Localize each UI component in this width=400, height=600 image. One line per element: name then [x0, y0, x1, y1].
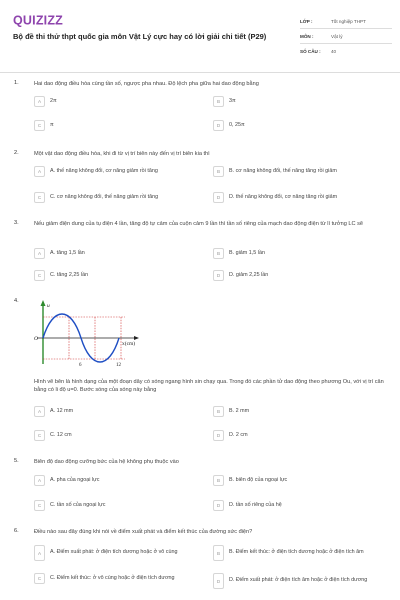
- question-6-text: Điều nào sau đây đúng khi nói về điểm xuất phát và điểm kết thúc của đường sức điện?: [34, 529, 253, 535]
- quizizz-logo: [13, 13, 63, 27]
- option-letter: B: [213, 248, 224, 259]
- option-letter: D: [213, 270, 224, 281]
- option-letter: A: [34, 545, 45, 561]
- meta-grade-value: Tốt nghiệp THPT: [331, 18, 366, 24]
- wave-diagram: [33, 298, 148, 368]
- question-4-option-a[interactable]: [34, 406, 73, 417]
- question-2-option-d[interactable]: [213, 192, 337, 203]
- question-5-number: 5.: [14, 458, 19, 464]
- option-text: A. Điểm xuất phát: ở điện tích dương hoặc ở vô cùng: [50, 549, 178, 556]
- meta-grade-label: LỚP :: [300, 18, 313, 24]
- question-5-option-a[interactable]: [34, 475, 99, 486]
- option-text: C. cơ năng không đổi, thế năng giảm rồi tăng: [50, 193, 159, 200]
- option-letter: A: [34, 166, 45, 177]
- question-6-option-c[interactable]: [34, 573, 210, 584]
- option-letter: C: [34, 500, 45, 511]
- option-letter: A: [34, 96, 45, 107]
- svg-text:QUIZIZZ: QUIZIZZ: [13, 13, 63, 27]
- x-axis-arrow: [134, 336, 139, 340]
- question-6-number: 6.: [14, 528, 19, 534]
- option-letter: A: [34, 475, 45, 486]
- question-5-option-b[interactable]: [213, 475, 287, 486]
- option-text: C. Điểm kết thúc: ở vô cùng hoặc ở điện tích dương: [50, 574, 175, 581]
- question-2-number: 2.: [14, 150, 19, 156]
- option-text: C. 12 cm: [50, 431, 72, 438]
- option-text: 0, 25π: [229, 121, 245, 128]
- question-2-text: Một vật dao động điều hòa, khi đi từ vị trí biên này đến vị trí biên kia thì: [34, 151, 210, 157]
- meta-subject-label: MÔN :: [300, 33, 314, 39]
- option-text: A. 12 mm: [50, 407, 74, 414]
- document-title: Bộ đề thi thử thpt quốc gia môn Vật Lý cực hay có lời giải chi tiết (P29): [13, 32, 267, 41]
- question-4-option-d[interactable]: [213, 430, 248, 441]
- meta-count-value: 40: [331, 49, 337, 54]
- question-3-option-d[interactable]: [213, 270, 268, 281]
- option-text: D. giảm 2,25 lần: [229, 271, 269, 278]
- question-6-option-d[interactable]: [213, 573, 389, 589]
- option-letter: D: [213, 120, 224, 131]
- option-letter: B: [213, 406, 224, 417]
- question-5-text: Biên độ dao động cưỡng bức của hệ không phụ thuộc vào: [34, 459, 179, 465]
- question-3-number: 3.: [14, 220, 19, 226]
- question-6-option-a[interactable]: [34, 545, 204, 561]
- option-text: 2π: [50, 97, 57, 104]
- option-letter: D: [213, 573, 224, 589]
- option-letter: B: [213, 545, 224, 561]
- option-letter: C: [34, 270, 45, 281]
- question-4-number: 4.: [14, 298, 19, 304]
- question-4-text: Hình vẽ bên là hình dạng của một đoạn dây có sóng ngang hình sin chạy qua. Trong đó các phần tử dao động theo phương Ou, với vị trí cân bằng có li độ u=0. Bước sóng của sóng này bằng: [34, 379, 384, 394]
- question-1-option-c[interactable]: [34, 120, 54, 131]
- option-text: A. tăng 1,5 lần: [50, 249, 85, 256]
- origin-label: O: [34, 336, 38, 342]
- question-3-option-b[interactable]: [213, 248, 265, 259]
- option-text: A. thế năng không đổi, cơ năng giảm rồi tăng: [50, 167, 158, 174]
- logo-wordmark: [13, 13, 63, 27]
- x-axis-label: x(cm): [122, 341, 136, 347]
- option-letter: B: [213, 166, 224, 177]
- question-1-option-d[interactable]: [213, 120, 245, 131]
- header-divider: [0, 72, 400, 73]
- option-letter: B: [213, 475, 224, 486]
- meta-grade-row: [300, 14, 392, 29]
- question-5-option-c[interactable]: [34, 500, 105, 511]
- option-text: B. Điểm kết thúc: ở điện tích dương hoặc ở điện tích âm: [229, 549, 364, 556]
- option-letter: D: [213, 500, 224, 511]
- option-text: C. tăng 2,25 lần: [50, 271, 89, 278]
- question-1-text: Hai dao động điều hòa cùng tần số, ngược pha nhau. Độ lệch pha giữa hai dao động bằng: [34, 81, 259, 87]
- question-3-option-c[interactable]: [34, 270, 88, 281]
- question-2-option-a[interactable]: [34, 166, 158, 177]
- tick-6-label: 6: [79, 363, 82, 368]
- option-text: B. cơ năng không đổi, thế năng tăng rồi giảm: [229, 167, 337, 174]
- meta-panel: [300, 14, 392, 59]
- option-letter: A: [34, 248, 45, 259]
- meta-count-label: SỐ CÂU :: [300, 49, 321, 54]
- option-letter: D: [213, 430, 224, 441]
- meta-count-row: [300, 44, 392, 59]
- meta-subject-value: Vật lý: [331, 33, 343, 39]
- question-3-text: Nếu giảm điện dung của tụ điện 4 lần, tăng độ tự cảm của cuộn cảm 9 lần thì tần số riêng của mạch dao động điện từ lí tưởng LC sẽ: [34, 221, 363, 227]
- question-4-option-c[interactable]: [34, 430, 72, 441]
- question-2-option-c[interactable]: [34, 192, 158, 203]
- option-text: 3π: [229, 97, 236, 104]
- question-5-option-d[interactable]: [213, 500, 282, 511]
- question-4-option-b[interactable]: [213, 406, 249, 417]
- u-axis-arrow: [41, 300, 46, 306]
- question-6-option-b[interactable]: [213, 545, 389, 561]
- option-letter: C: [34, 120, 45, 131]
- option-letter: C: [34, 573, 45, 584]
- option-letter: A: [34, 406, 45, 417]
- tick-12-label: 12: [116, 363, 121, 368]
- option-text: B. biên độ của ngoại lực: [229, 476, 288, 483]
- option-text: D. tần số riêng của hệ: [229, 501, 282, 508]
- option-text: A. pha của ngoại lực: [50, 476, 100, 483]
- option-text: π: [50, 121, 54, 128]
- question-1-number: 1.: [14, 80, 19, 86]
- question-3-option-a[interactable]: [34, 248, 85, 259]
- option-text: D. Điểm xuất phát: ở điện tích âm hoặc ở điện tích dương: [229, 577, 368, 584]
- option-text: B. 2 mm: [229, 407, 250, 414]
- option-text: D. 2 cm: [229, 431, 248, 438]
- question-1-option-b[interactable]: [213, 96, 236, 107]
- option-text: B. giảm 1,5 lần: [229, 249, 265, 256]
- question-2-option-b[interactable]: [213, 166, 337, 177]
- option-text: C. tần số của ngoại lực: [50, 501, 106, 508]
- u-axis-label: u: [47, 303, 50, 309]
- question-1-option-a[interactable]: [34, 96, 57, 107]
- option-letter: B: [213, 96, 224, 107]
- wave-figure: [33, 298, 148, 368]
- option-letter: C: [34, 430, 45, 441]
- meta-subject-row: [300, 29, 392, 44]
- option-letter: C: [34, 192, 45, 203]
- option-text: D. thế năng không đổi, cơ năng tăng rồi giảm: [229, 193, 338, 200]
- option-letter: D: [213, 192, 224, 203]
